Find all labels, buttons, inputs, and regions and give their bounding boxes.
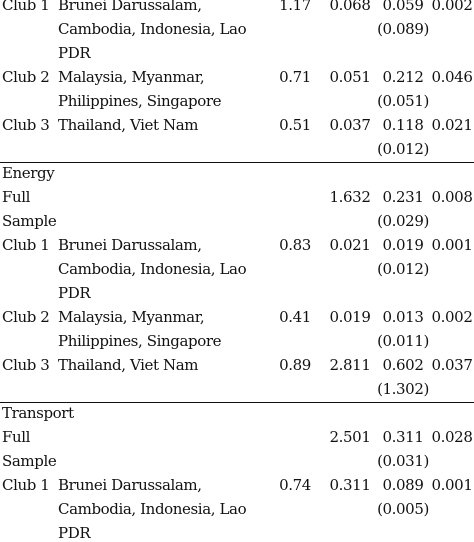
std-error: (0.011) — [377, 332, 429, 350]
value-col3: 0.059 — [382, 0, 424, 14]
country-list: Thailand, Viet Nam — [58, 116, 199, 134]
value-col3: 0.019 — [382, 236, 424, 254]
row-label: Club 1 — [2, 476, 50, 494]
value-col2: 0.019 — [329, 308, 371, 326]
row-label: Club 2 — [2, 68, 50, 86]
std-error: (0.051) — [377, 92, 429, 110]
value-col3: 0.311 — [382, 428, 424, 446]
std-error: (0.031) — [377, 452, 429, 470]
value-col1: 0.83 — [279, 236, 311, 254]
value-col3: 0.212 — [382, 68, 424, 86]
value-col3: 0.602 — [382, 356, 424, 374]
row-label: Club 3 — [2, 356, 50, 374]
row-label: Sample — [2, 452, 57, 470]
country-list: Cambodia, Indonesia, Lao — [58, 500, 247, 518]
value-col3: 0.089 — [382, 476, 424, 494]
country-list: PDR — [58, 284, 91, 302]
section-title: Energy — [2, 164, 55, 182]
country-list: Brunei Darussalam, — [58, 0, 202, 14]
value-col2: 0.068 — [329, 0, 371, 14]
value-col1: 1.17 — [279, 0, 311, 14]
value-col4: 0.001 — [431, 476, 473, 494]
country-list: Cambodia, Indonesia, Lao — [58, 20, 247, 38]
country-list: Malaysia, Myanmar, — [58, 308, 205, 326]
value-col1: 0.74 — [279, 476, 311, 494]
row-label: Sample — [2, 212, 57, 230]
section-divider — [0, 162, 474, 163]
country-list: PDR — [58, 44, 91, 62]
value-col4: 0.021 — [431, 116, 473, 134]
value-col4: 0.028 — [431, 428, 473, 446]
std-error: (1.302) — [377, 380, 429, 398]
value-col3: 0.231 — [382, 188, 424, 206]
std-error: (0.029) — [377, 212, 429, 230]
row-label: Club 2 — [2, 308, 50, 326]
row-label: Club 1 — [2, 236, 50, 254]
value-col1: 0.51 — [279, 116, 311, 134]
section-divider — [0, 402, 474, 403]
value-col2: 1.632 — [329, 188, 371, 206]
value-col1: 0.71 — [279, 68, 311, 86]
value-col4: 0.002 — [431, 308, 473, 326]
value-col1: 0.41 — [279, 308, 311, 326]
std-error: (0.012) — [377, 260, 429, 278]
std-error: (0.005) — [377, 500, 429, 518]
country-list: Philippines, Singapore — [58, 92, 222, 110]
section-title: Transport — [2, 404, 74, 422]
std-error: (0.089) — [377, 20, 429, 38]
value-col4: 0.002 — [431, 0, 473, 14]
value-col2: 2.811 — [329, 356, 371, 374]
value-col4: 0.046 — [431, 68, 473, 86]
value-col2: 0.037 — [329, 116, 371, 134]
row-label: Full — [2, 188, 31, 206]
value-col4: 0.037 — [431, 356, 473, 374]
std-error: (0.012) — [377, 140, 429, 158]
value-col2: 0.051 — [329, 68, 371, 86]
value-col1: 0.89 — [279, 356, 311, 374]
value-col4: 0.008 — [431, 188, 473, 206]
value-col2: 0.021 — [329, 236, 371, 254]
value-col4: 0.001 — [431, 236, 473, 254]
value-col2: 2.501 — [329, 428, 371, 446]
value-col2: 0.311 — [329, 476, 371, 494]
country-list: Brunei Darussalam, — [58, 236, 202, 254]
row-label: Club 1 — [2, 0, 50, 14]
country-list: PDR — [58, 524, 91, 542]
value-col3: 0.118 — [382, 116, 424, 134]
country-list: Thailand, Viet Nam — [58, 356, 199, 374]
country-list: Brunei Darussalam, — [58, 476, 202, 494]
row-label: Full — [2, 428, 31, 446]
country-list: Malaysia, Myanmar, — [58, 68, 205, 86]
country-list: Philippines, Singapore — [58, 332, 222, 350]
country-list: Cambodia, Indonesia, Lao — [58, 260, 247, 278]
row-label: Club 3 — [2, 116, 50, 134]
value-col3: 0.013 — [382, 308, 424, 326]
